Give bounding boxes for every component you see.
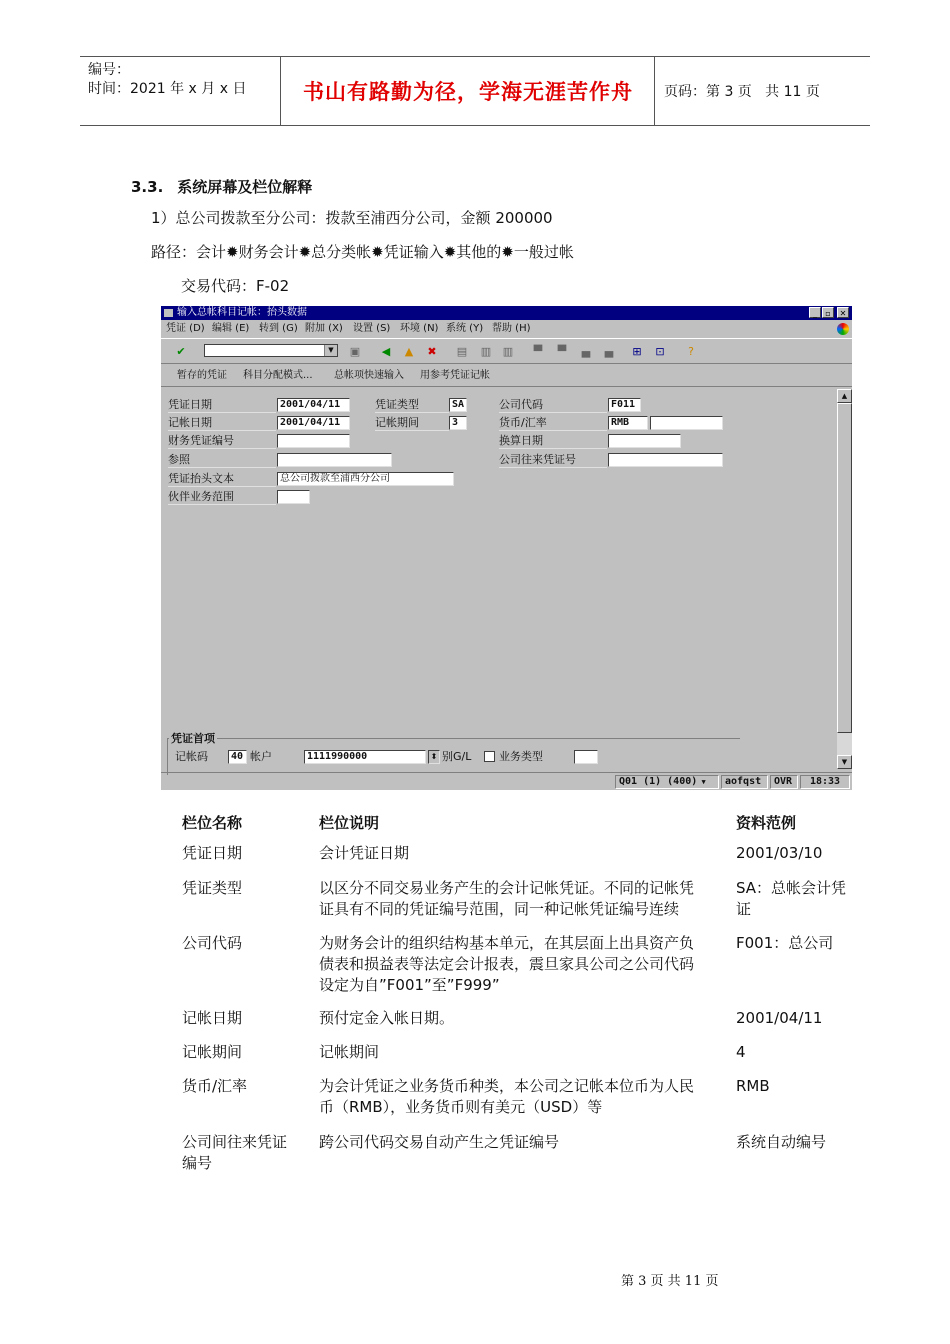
fin-doc-no-label: 财务凭证编号 [168, 434, 276, 449]
reference-label: 参照 [168, 453, 276, 468]
header-divider [280, 57, 281, 125]
parked-documents-button[interactable]: 暂存的凭证 [177, 370, 227, 381]
account-assignment-model-button[interactable]: 科目分配模式... [243, 370, 313, 381]
field-example-cell-line: 4 [736, 1043, 746, 1061]
window-title: 输入总帐科目记帐：抬头数据 [177, 307, 307, 318]
window-icon [164, 309, 173, 317]
company-code-label: 公司代码 [499, 398, 607, 413]
field-name-cell-line: 记帐日期 [182, 1009, 243, 1027]
chevron-down-icon[interactable]: ▼ [324, 345, 337, 356]
scroll-up-icon[interactable]: ▲ [837, 389, 852, 403]
field-name-cell [182, 843, 312, 864]
vertical-scrollbar[interactable] [837, 389, 852, 769]
doc-date-field[interactable]: 2001/04/11 [277, 398, 350, 412]
field-example-cell [736, 933, 866, 954]
cancel-icon[interactable]: ✖ [427, 345, 437, 358]
field-desc-cell-line: 为会计凭证之业务货币种类，本公司之记帐本位币为人民 [319, 1077, 695, 1095]
header-divider [654, 57, 655, 125]
page-header [80, 56, 870, 126]
menu-extras[interactable]: 附加 (X) [305, 323, 343, 334]
field-desc-cell [319, 1042, 729, 1063]
translation-date-label: 换算日期 [499, 434, 607, 449]
session-info[interactable]: Q01 (1) (400) ▼ [615, 775, 719, 789]
field-example-cell-line: 证 [736, 900, 752, 918]
shortcut-icon[interactable]: ⊡ [655, 345, 665, 358]
menu-settings[interactable]: 设置 (S) [353, 323, 391, 334]
transaction-type-label: 业务类型 [499, 750, 543, 763]
field-example-cell [736, 1042, 866, 1063]
user-info: aofqst [721, 775, 768, 789]
column-header-name: 栏位名称 [182, 814, 243, 832]
field-desc-cell-line: 会计凭证日期 [319, 844, 410, 862]
next-page-icon[interactable]: ▄ [581, 345, 591, 358]
page-info: 页码：第 3 页 共 11 页 [664, 84, 820, 100]
print-icon[interactable]: ▤ [456, 345, 468, 358]
save-icon[interactable]: ▣ [349, 345, 361, 358]
section-number: 3.3. [131, 178, 164, 196]
command-field[interactable] [204, 344, 338, 357]
field-desc-cell-line: 以区分不同交易业务产生的会计记帐凭证。不同的记帐凭 [319, 879, 695, 897]
transaction-code: 交易代码：F-02 [181, 277, 290, 295]
standard-toolbar [161, 338, 852, 364]
field-name-cell-line: 货币/汇率 [182, 1077, 248, 1095]
field-example-cell-line: F001：总公司 [736, 934, 834, 952]
exit-icon[interactable]: ▲ [404, 345, 414, 358]
field-name-cell-line: 凭证日期 [182, 844, 243, 862]
minimize-button[interactable]: _ [809, 307, 821, 318]
field-desc-cell [319, 878, 729, 920]
doc-type-label: 凭证类型 [375, 398, 449, 413]
reference-field[interactable] [277, 453, 392, 467]
post-date-label: 记帐日期 [168, 416, 276, 431]
header-text-label: 凭证抬头文本 [168, 472, 276, 487]
back-icon[interactable]: ◀ [381, 345, 391, 358]
menu-path: 路径：会计✹财务会计✹总分类帐✹凭证输入✹其他的✹一般过帐 [151, 243, 574, 261]
period-field[interactable]: 3 [449, 416, 467, 430]
currency-field[interactable]: RMB [608, 416, 648, 430]
last-page-icon[interactable]: ▄ [604, 345, 614, 358]
field-example-cell-line: 2001/04/11 [736, 1009, 823, 1027]
field-name-cell [182, 933, 312, 954]
account-label: 帐户 [250, 750, 272, 763]
exchange-rate-field[interactable] [650, 416, 723, 430]
field-example-cell [736, 878, 866, 920]
enter-icon[interactable]: ✔ [176, 345, 186, 358]
sap-logo-icon [837, 323, 849, 335]
menu-help[interactable]: 帮助 (H) [492, 323, 531, 334]
intercompany-no-label: 公司往来凭证号 [499, 453, 607, 468]
scroll-down-icon[interactable]: ▼ [837, 755, 852, 769]
first-item-title: 凭证首项 [171, 732, 215, 745]
doc-date-label: 凭证日期 [168, 398, 276, 413]
number-label: 编号： [88, 62, 130, 78]
insert-mode: OVR [770, 775, 798, 789]
field-name-cell-line: 编号 [182, 1154, 213, 1172]
special-gl-checkbox[interactable] [484, 751, 495, 762]
field-desc-cell-line: 债表和损益表等法定会计报表，震旦家具公司之公司代码 [319, 955, 695, 973]
field-desc-cell-line: 跨公司代码交易自动产生之凭证编号 [319, 1133, 560, 1151]
fin-doc-no-field[interactable] [277, 434, 350, 448]
field-desc-cell-line: 为财务会计的组织结构基本单元，在其层面上出具资产负 [319, 934, 695, 952]
scroll-thumb[interactable] [837, 403, 852, 733]
doc-type-field[interactable]: SA [449, 398, 467, 412]
field-desc-cell [319, 933, 729, 996]
field-name-cell-line: 记帐期间 [182, 1043, 243, 1061]
menu-system[interactable]: 系统 (Y) [446, 323, 484, 334]
find-next-icon[interactable]: ▥ [502, 345, 514, 358]
posting-key-field[interactable]: 40 [228, 750, 247, 764]
field-name-cell [182, 1076, 312, 1097]
field-name-cell [182, 1008, 312, 1029]
partner-area-field[interactable] [277, 490, 310, 504]
field-example-cell-line: SA：总帐会计凭 [736, 879, 847, 897]
header-text-field[interactable]: 总公司拨款至浦西分公司 [277, 472, 454, 486]
field-example-cell-line: 2001/03/10 [736, 844, 823, 862]
field-desc-cell-line: 证具有不同的凭证编号范围，同一种记帐凭证编号连续 [319, 900, 680, 918]
new-session-icon[interactable]: ⊞ [632, 345, 642, 358]
field-name-cell-line: 公司间往来凭证 [182, 1133, 288, 1151]
header-meta [88, 61, 278, 99]
clock: 18:33 [800, 775, 850, 789]
status-bar [161, 772, 852, 790]
close-button[interactable]: ✕ [837, 307, 849, 318]
account-search-icon[interactable]: ⬍ [428, 750, 440, 764]
field-name-cell [182, 1132, 312, 1174]
field-desc-cell [319, 1132, 729, 1153]
partner-area-label: 伙伴业务范围 [168, 490, 276, 505]
post-with-reference-button[interactable]: 用参考凭证记帐 [420, 370, 490, 381]
field-example-cell [736, 1076, 866, 1097]
account-field[interactable]: 1111990000 [304, 750, 426, 764]
menu-document[interactable]: 凭证 (D) [166, 323, 205, 334]
menu-environment[interactable]: 环境 (N) [400, 323, 439, 334]
field-name-cell-line: 公司代码 [182, 934, 243, 952]
field-name-cell-line: 凭证类型 [182, 879, 243, 897]
column-header-example: 资料范例 [736, 814, 797, 832]
fast-entry-button[interactable]: 总帐项快速输入 [334, 370, 404, 381]
intro-line: 1）总公司拨款至分公司：拨款至浦西分公司，金额 200000 [151, 209, 553, 227]
period-label: 记帐期间 [375, 416, 449, 431]
first-page-icon[interactable]: ▀ [533, 345, 543, 358]
help-icon[interactable]: ? [688, 345, 694, 358]
sap-window [161, 306, 852, 790]
field-desc-cell [319, 1008, 729, 1029]
footer-page-number: 第 3 页 共 11 页 [621, 1274, 719, 1289]
translation-date-field[interactable] [608, 434, 681, 448]
field-example-cell [736, 1008, 866, 1029]
field-desc-cell-line: 预付定金入帐日期。 [319, 1009, 455, 1027]
menu-edit[interactable]: 编辑 (E) [212, 323, 250, 334]
header-data-area [161, 389, 837, 759]
field-desc-cell-line: 设定为自”F001”至”F999” [319, 976, 500, 994]
menu-bar [161, 321, 852, 337]
field-desc-cell-line: 币（RMB），业务货币则有美元（USD）等 [319, 1098, 603, 1116]
field-name-cell [182, 1042, 312, 1063]
find-icon[interactable]: ▥ [480, 345, 492, 358]
special-gl-label: 别G/L [442, 750, 472, 763]
maximize-button[interactable]: ▫ [822, 307, 834, 318]
post-date-field[interactable]: 2001/04/11 [277, 416, 350, 430]
field-desc-cell [319, 843, 729, 864]
transaction-type-field[interactable] [574, 750, 598, 764]
intercompany-no-field[interactable] [608, 453, 723, 467]
field-example-cell [736, 843, 866, 864]
menu-goto[interactable]: 转到 (G) [259, 323, 298, 334]
field-desc-cell-line: 记帐期间 [319, 1043, 380, 1061]
section-heading [131, 176, 312, 197]
field-example-cell-line: RMB [736, 1077, 770, 1095]
posting-key-label: 记帐码 [175, 750, 208, 763]
column-header-desc: 栏位说明 [319, 814, 380, 832]
field-desc-cell [319, 1076, 729, 1118]
application-toolbar [161, 365, 852, 387]
previous-page-icon[interactable]: ▀ [557, 345, 567, 358]
company-code-field[interactable]: F011 [608, 398, 641, 412]
section-title: 系统屏幕及栏位解释 [177, 178, 313, 196]
window-titlebar[interactable] [161, 306, 852, 320]
field-example-cell-line: 系统自动编号 [736, 1133, 827, 1151]
field-example-cell [736, 1132, 866, 1153]
header-motto: 书山有路勤为径，学海无涯苦作舟 [303, 80, 633, 104]
field-name-cell [182, 878, 312, 899]
currency-rate-label: 货币/汇率 [499, 416, 607, 431]
time-label: 时间：2021 年 x 月 x 日 [88, 81, 247, 97]
